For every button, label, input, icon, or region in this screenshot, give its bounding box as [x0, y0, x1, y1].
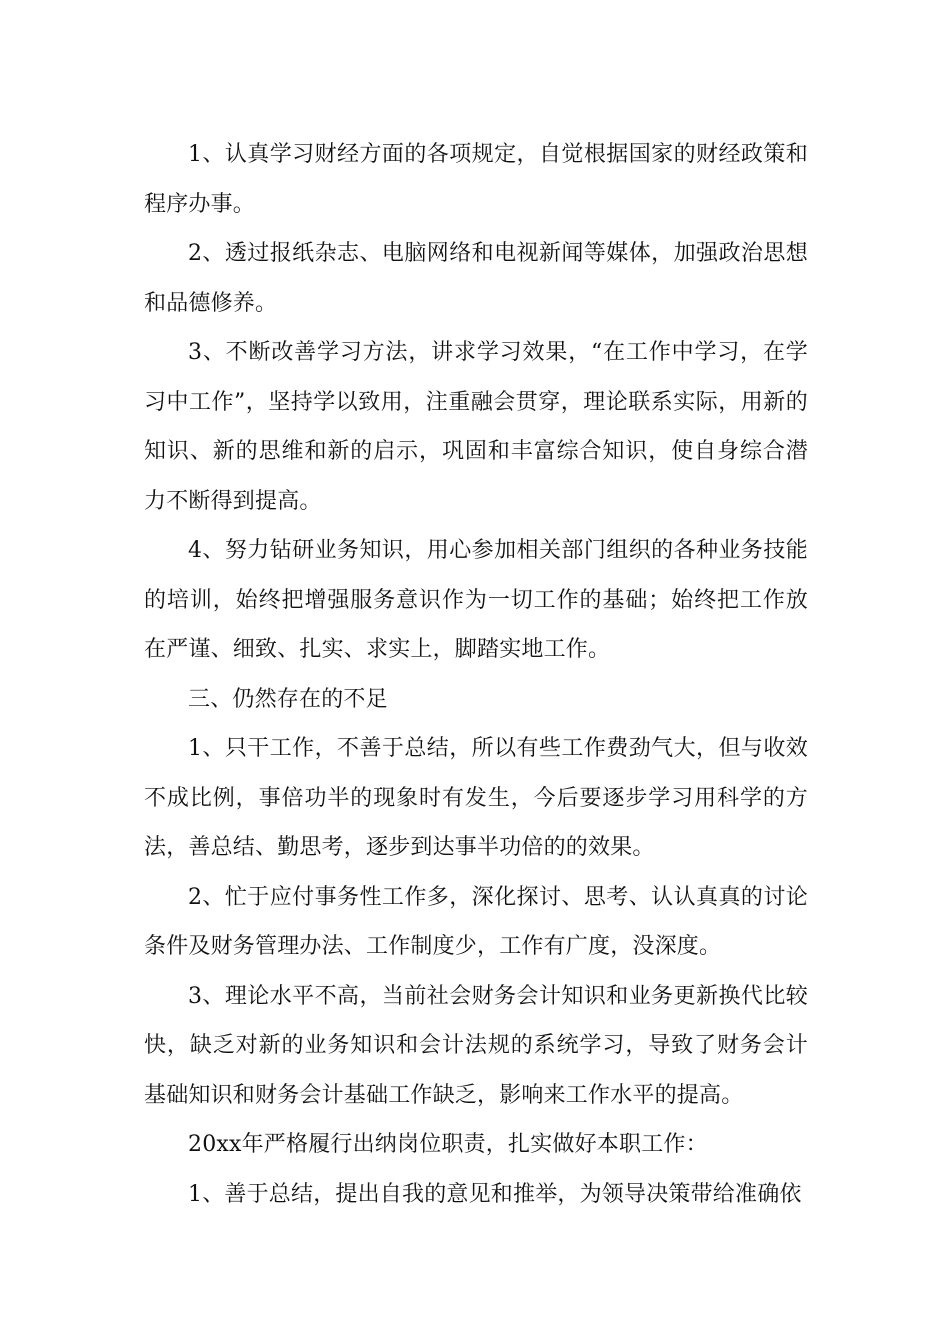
paragraph-study-regulations: 1、认真学习财经方面的各项规定，自觉根据国家的财经政策和程序办事。	[144, 142, 808, 217]
paragraph-media-cultivation: 2、透过报纸杂志、电脑网络和电视新闻等媒体，加强政治思想和品德修养。	[144, 241, 808, 316]
paragraph-business-knowledge: 4、努力钻研业务知识，用心参加相关部门组织的各种业务技能的培训，始终把增强服务意识作为一切工作的基础；始终把工作放在严谨、细致、扎实、求实上，脚踏实地工作。	[144, 538, 808, 662]
paragraph-suggestions: 1、善于总结，提出自我的意见和推举，为领导决策带给准确依	[188, 1181, 802, 1207]
paragraph-shortcoming-depth: 2、忙于应付事务性工作多，深化探讨、思考、认认真真的讨论条件及财务管理办法、工作制度少，工作有广度，没深度。	[144, 884, 808, 959]
paragraph-shortcoming-theory: 3、理论水平不高，当前社会财务会计知识和业务更新换代比较快，缺乏对新的业务知识和会计法规的系统学习，导致了财务会计基础知识和财务会计基础工作缺乏，影响来工作水平的提高。	[144, 983, 808, 1108]
paragraph-study-methods: 3、不断改善学习方法，讲求学习效果，“在工作中学习，在学习中工作”，坚持学以致用，注重融会贯穿，理论联系实际，用新的知识、新的思维和新的启示，巩固和丰富综合知识，使自身综合潜力不断得到提高。	[144, 340, 808, 514]
paragraph-cashier-duties: 20xx年严格履行出纳岗位职责，扎实做好本职工作：	[188, 1132, 708, 1157]
document-body	[144, 130, 808, 1219]
paragraph-shortcoming-summary: 1、只干工作，不善于总结，所以有些工作费劲气大，但与收效不成比例，事倍功半的现象时有发生，今后要逐步学习用科学的方法，善总结、勤思考，逐步到达事半功倍的的效果。	[144, 736, 808, 860]
section-heading-shortcomings: 三、仍然存在的不足	[188, 686, 388, 712]
